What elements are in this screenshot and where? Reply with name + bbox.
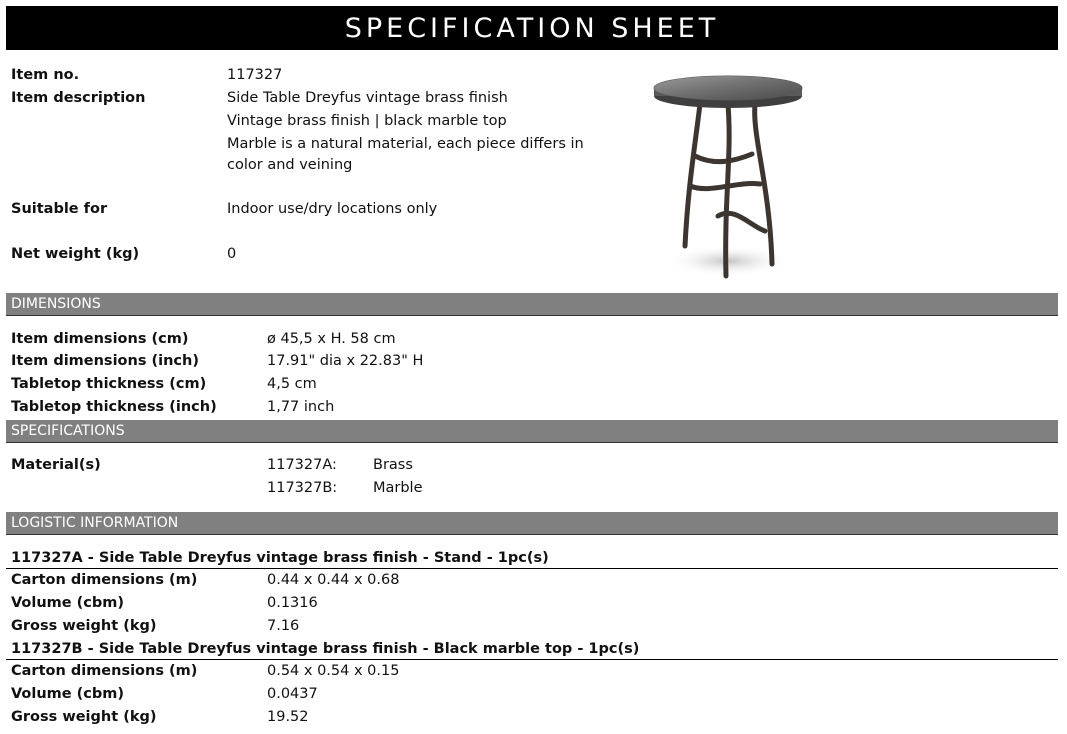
logistic-value: 0.0437 [267, 686, 318, 702]
package-title: 117327B - Side Table Dreyfus vintage brass finish - Black marble top - 1pc(s) [6, 639, 1058, 660]
logistic-value: 0.1316 [267, 595, 318, 611]
logistic-label: Gross weight (kg) [11, 709, 157, 725]
dimension-value: ø 45,5 x H. 58 cm [267, 331, 396, 347]
package-title: 117327A - Side Table Dreyfus vintage brass finish - Stand - 1pc(s) [6, 548, 1058, 569]
specifications-header: SPECIFICATIONS [6, 420, 1058, 443]
suitable-for-label: Suitable for [11, 201, 108, 217]
side-table-product-image [640, 66, 820, 286]
net-weight-label: Net weight (kg) [11, 246, 140, 262]
dimension-label: Item dimensions (cm) [11, 331, 189, 347]
description-line: Side Table Dreyfus vintage brass finish [227, 90, 508, 106]
suitable-for-value: Indoor use/dry locations only [227, 201, 438, 217]
logistic-value: 0.44 x 0.44 x 0.68 [267, 572, 400, 588]
item-no-label: Item no. [11, 67, 80, 83]
dimension-value: 4,5 cm [267, 376, 317, 392]
dimension-value: 17.91" dia x 22.83" H [267, 353, 424, 369]
description-line: Vintage brass finish | black marble top [227, 113, 507, 129]
material-code: 117327B: [267, 480, 338, 496]
dimension-label: Tabletop thickness (inch) [11, 399, 217, 415]
item-description-label: Item description [11, 90, 146, 106]
item-no-value: 117327 [227, 67, 283, 83]
logistic-value: 0.54 x 0.54 x 0.15 [267, 663, 400, 679]
logistic-label: Gross weight (kg) [11, 618, 157, 634]
dimension-label: Item dimensions (inch) [11, 353, 199, 369]
materials-label: Material(s) [11, 457, 101, 473]
description-line: color and veining [227, 157, 353, 173]
logistic-value: 19.52 [267, 709, 309, 725]
logistics-header: LOGISTIC INFORMATION [6, 512, 1058, 535]
logistic-label: Carton dimensions (m) [11, 572, 198, 588]
material-code: 117327A: [267, 457, 337, 473]
material-name: Marble [373, 480, 423, 496]
net-weight-value: 0 [227, 246, 237, 262]
dimension-value: 1,77 inch [267, 399, 335, 415]
logistic-label: Carton dimensions (m) [11, 663, 198, 679]
page-title: SPECIFICATION SHEET [6, 6, 1058, 50]
logistic-value: 7.16 [267, 618, 300, 634]
dimension-label: Tabletop thickness (cm) [11, 376, 207, 392]
description-line: Marble is a natural material, each piece differs in [227, 136, 584, 152]
logistic-label: Volume (cbm) [11, 595, 125, 611]
material-name: Brass [373, 457, 413, 473]
dimensions-header: DIMENSIONS [6, 293, 1058, 316]
logistic-label: Volume (cbm) [11, 686, 125, 702]
